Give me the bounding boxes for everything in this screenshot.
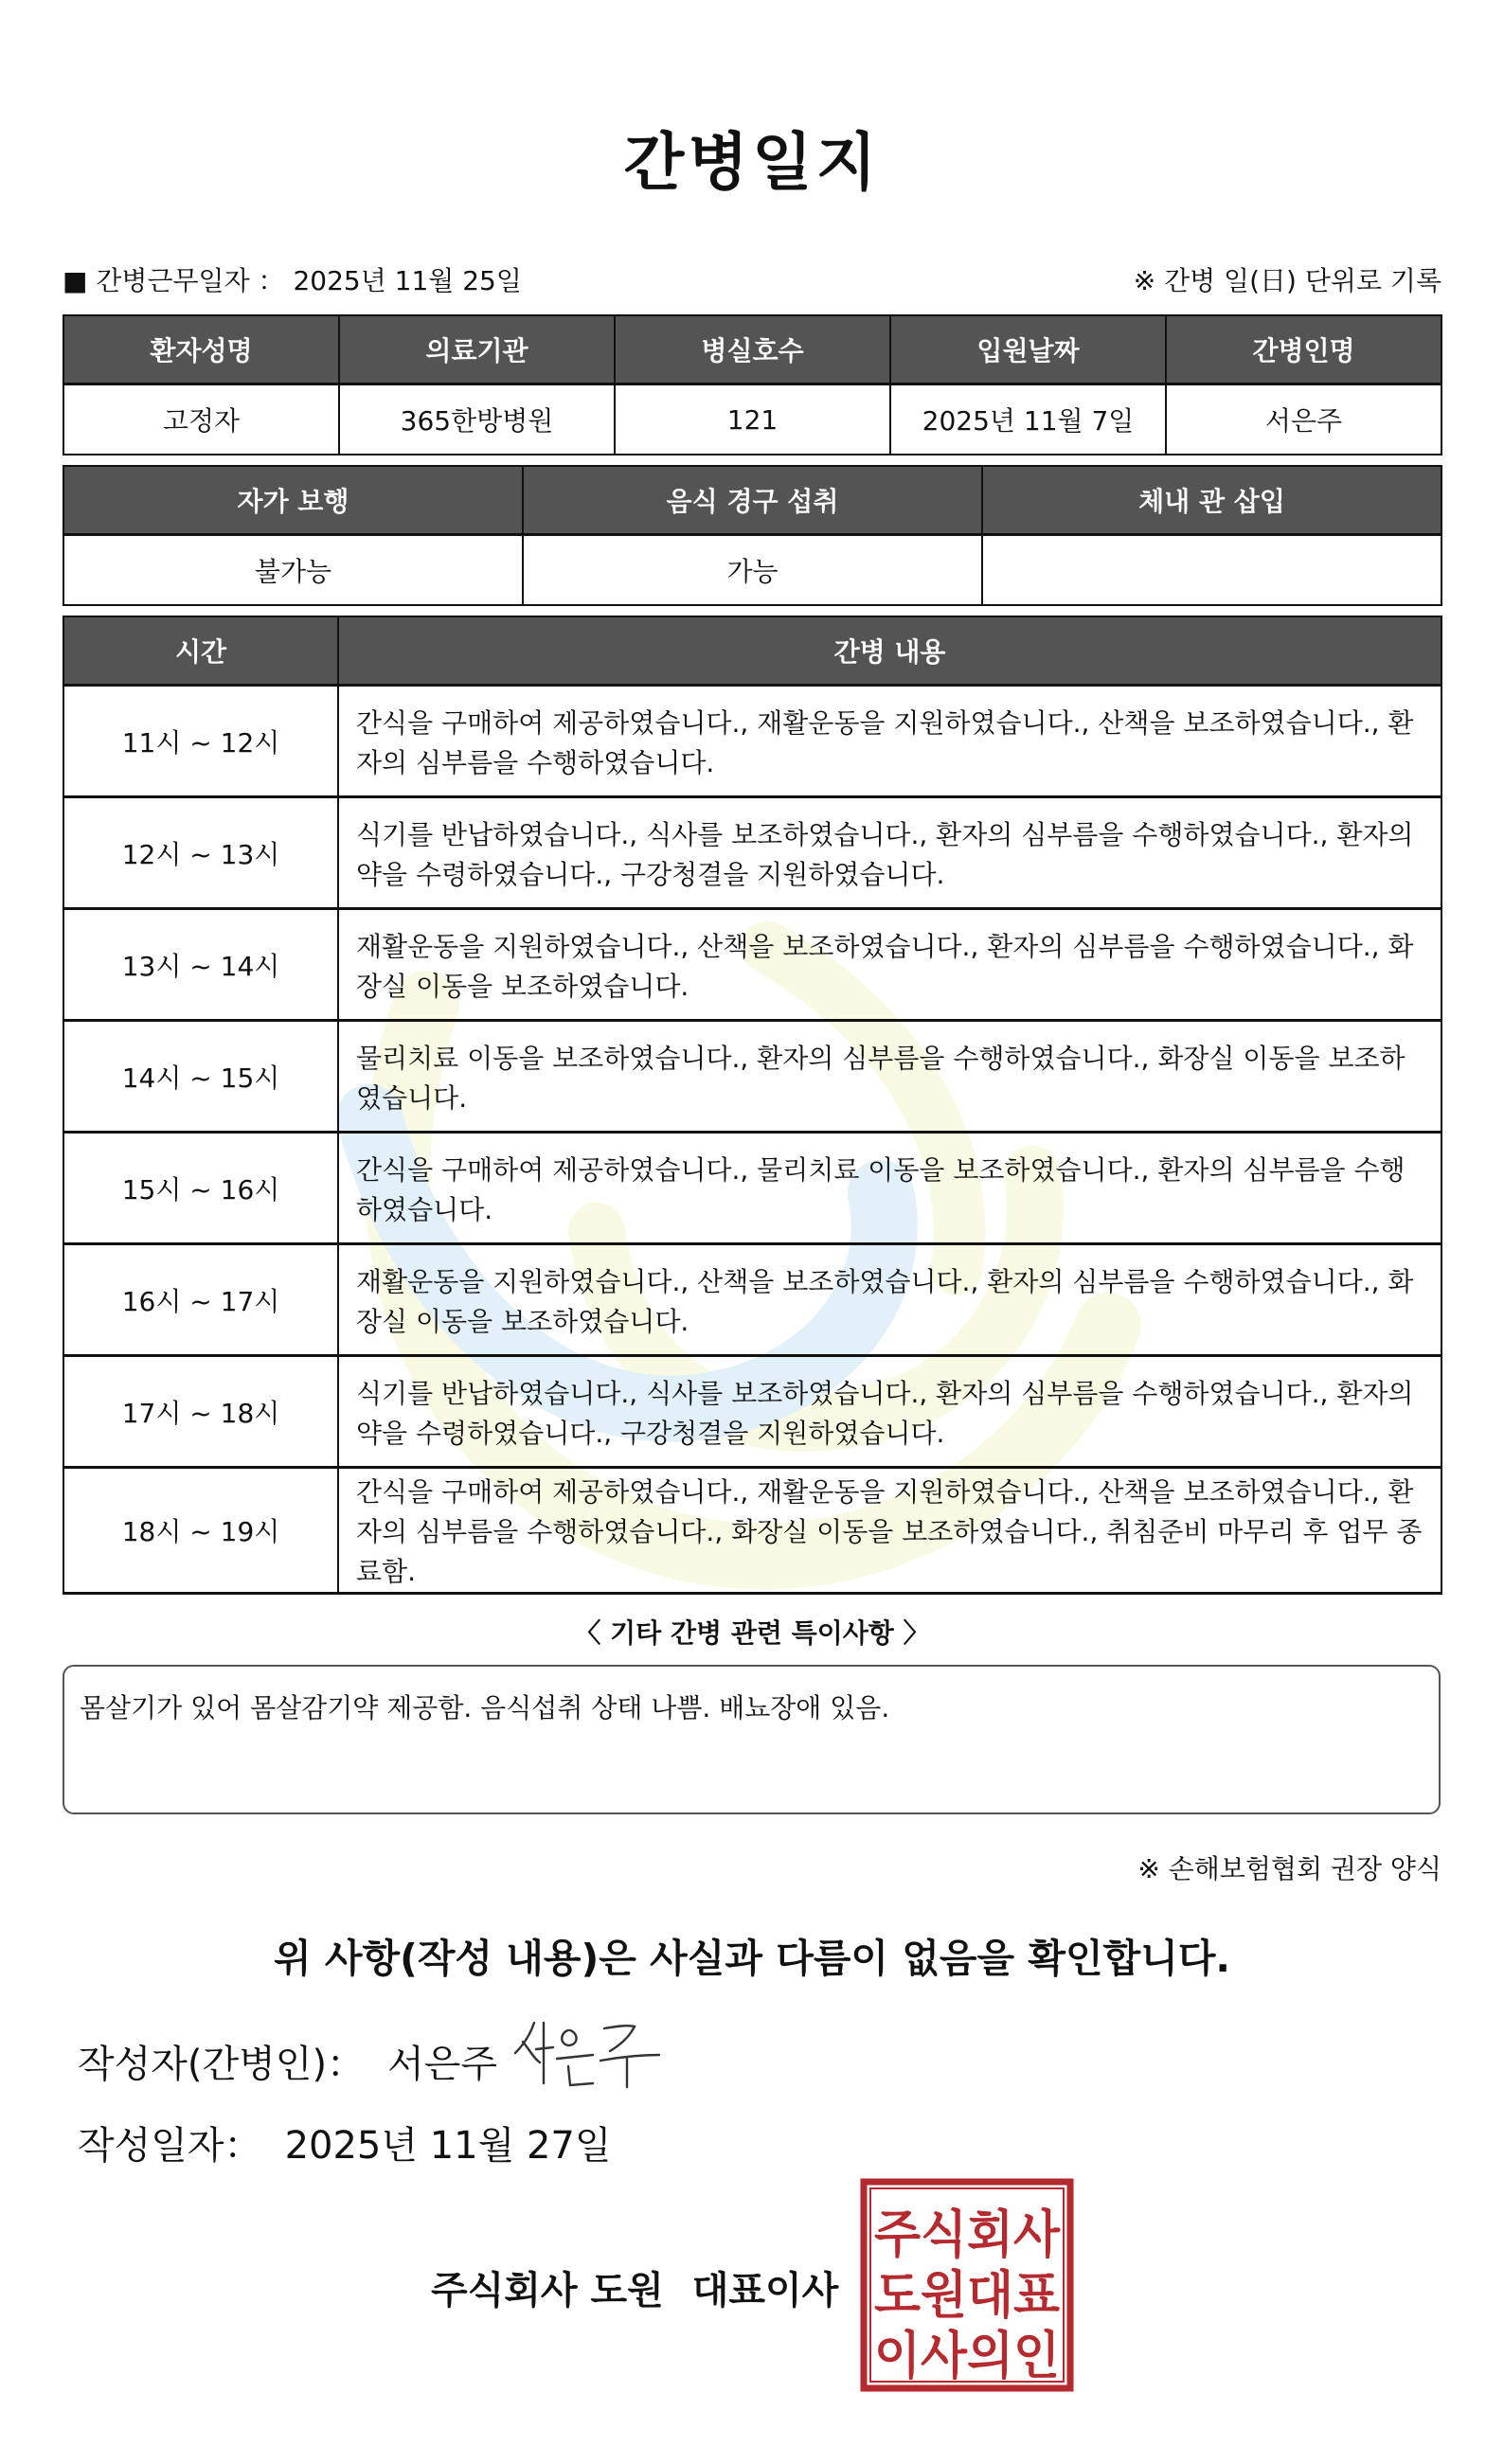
log-time: 11시 ~ 12시 bbox=[63, 686, 338, 797]
svg-text:이사의인: 이사의인 bbox=[874, 2326, 1060, 2385]
table-row bbox=[63, 686, 1441, 797]
table-row bbox=[63, 1021, 1441, 1133]
work-date bbox=[63, 260, 522, 298]
hospital-name: 365한방병원 bbox=[339, 384, 615, 455]
table-row bbox=[63, 1356, 1441, 1468]
self-walking-value: 불가능 bbox=[63, 535, 523, 606]
work-date-label: ■ 간병근무일자 ： bbox=[63, 265, 285, 296]
caregiver-name: 서은주 bbox=[1166, 384, 1441, 455]
oral-intake-value: 가능 bbox=[523, 535, 982, 606]
written-date-line bbox=[78, 2116, 612, 2169]
handwritten-signature bbox=[502, 2017, 663, 2093]
log-time: 18시 ~ 19시 bbox=[63, 1468, 338, 1594]
header-caregiver: 간병인명 bbox=[1166, 315, 1441, 384]
svg-text:주식회사: 주식회사 bbox=[874, 2205, 1061, 2264]
notes-title: 〈 기타 간병 관련 특이사항 〉 bbox=[574, 1617, 930, 1649]
header-care-content: 간병 내용 bbox=[338, 616, 1441, 686]
header-room: 병실호수 bbox=[615, 315, 890, 384]
header-tube-insertion: 체내 관 삽입 bbox=[982, 466, 1441, 535]
company-seal-stamp bbox=[860, 2178, 1074, 2392]
admission-date: 2025년 11월 7일 bbox=[890, 384, 1166, 455]
care-log-table bbox=[63, 616, 1442, 1595]
table-row bbox=[63, 1468, 1441, 1594]
company-name: 주식회사 도원 bbox=[431, 2269, 664, 2312]
log-content: 식기를 반납하였습니다., 식사를 보조하였습니다., 환자의 심부름을 수행하였습니다., 환자의 약을 수령하였습니다., 구강청결을 지원하였습니다. bbox=[338, 797, 1441, 909]
header-oral-intake: 음식 경구 섭취 bbox=[523, 466, 982, 535]
log-time: 12시 ~ 13시 bbox=[63, 797, 338, 909]
unit-note: ※ 간병 일(日) 단위로 기록 bbox=[1133, 265, 1441, 296]
ceo-title: 대표이사 bbox=[691, 2269, 839, 2312]
table-row bbox=[63, 909, 1441, 1021]
room-number: 121 bbox=[615, 384, 890, 455]
notes-text: 몸살기가 있어 몸살감기약 제공함. 음식섭취 상태 나쁨. 배뇨장애 있음. bbox=[80, 1692, 890, 1723]
patient-name: 고정자 bbox=[63, 384, 339, 455]
header-patient-name: 환자성명 bbox=[63, 315, 339, 384]
header-hospital: 의료기관 bbox=[339, 315, 615, 384]
page-title: 간병일지 bbox=[623, 126, 881, 199]
log-content: 물리치료 이동을 보조하였습니다., 환자의 심부름을 수행하였습니다., 화장실 이동을 보조하였습니다. bbox=[338, 1021, 1441, 1133]
tube-insertion-value bbox=[982, 535, 1441, 606]
table-row bbox=[63, 1133, 1441, 1244]
log-content: 간식을 구매하여 제공하였습니다., 물리치료 이동을 보조하였습니다., 환자의 심부름을 수행하였습니다. bbox=[338, 1133, 1441, 1244]
header-time: 시간 bbox=[63, 616, 338, 686]
written-date-label: 작성일자： bbox=[78, 2124, 262, 2168]
header-admission-date: 입원날짜 bbox=[890, 315, 1166, 384]
notes-box bbox=[63, 1665, 1441, 1814]
written-date-value: 2025년 11월 27일 bbox=[284, 2124, 612, 2168]
log-time: 16시 ~ 17시 bbox=[63, 1244, 338, 1356]
log-content: 재활운동을 지원하였습니다., 산책을 보조하였습니다., 환자의 심부름을 수행하였습니다., 화장실 이동을 보조하였습니다. bbox=[338, 909, 1441, 1021]
log-content: 간식을 구매하여 제공하였습니다., 재활운동을 지원하였습니다., 산책을 보조하였습니다., 환자의 심부름을 수행하였습니다. bbox=[338, 686, 1441, 797]
log-time: 13시 ~ 14시 bbox=[63, 909, 338, 1021]
confirmation-statement: 위 사항(작성 내용)은 사실과 다름이 없음을 확인합니다. bbox=[273, 1936, 1231, 1981]
log-time: 14시 ~ 15시 bbox=[63, 1021, 338, 1133]
svg-text:도원대표: 도원대표 bbox=[874, 2265, 1060, 2325]
form-note: ※ 손해보험협회 권장 양식 bbox=[1137, 1853, 1441, 1884]
log-content: 간식을 구매하여 제공하였습니다., 재활운동을 지원하였습니다., 산책을 보조하였습니다., 환자의 심부름을 수행하였습니다., 화장실 이동을 보조하였습니다., 취침준비 마무리 후 업무 종료함. bbox=[338, 1468, 1441, 1594]
patient-info-table bbox=[63, 314, 1442, 455]
company-line bbox=[431, 2260, 838, 2314]
writer-name: 서은주 bbox=[387, 2043, 497, 2086]
log-content: 식기를 반납하였습니다., 식사를 보조하였습니다., 환자의 심부름을 수행하였습니다., 환자의 약을 수령하였습니다., 구강청결을 지원하였습니다. bbox=[338, 1356, 1441, 1468]
log-time: 17시 ~ 18시 bbox=[63, 1356, 338, 1468]
writer-label: 작성자(간병인)： bbox=[78, 2043, 366, 2086]
log-content: 재활운동을 지원하였습니다., 산책을 보조하였습니다., 환자의 심부름을 수행하였습니다., 화장실 이동을 보조하였습니다. bbox=[338, 1244, 1441, 1356]
table-row bbox=[63, 797, 1441, 909]
header-self-walking: 자가 보행 bbox=[63, 466, 523, 535]
log-time: 15시 ~ 16시 bbox=[63, 1133, 338, 1244]
table-row bbox=[63, 1244, 1441, 1356]
writer-line bbox=[78, 2034, 497, 2088]
work-date-value: 2025년 11월 25일 bbox=[293, 265, 522, 296]
patient-status-table bbox=[63, 465, 1442, 606]
